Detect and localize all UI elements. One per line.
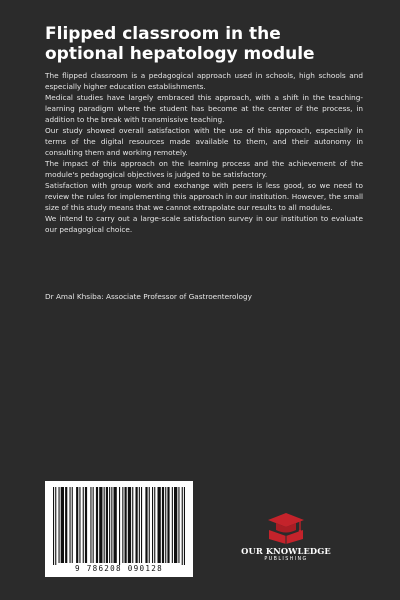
author-credit: Dr Amal Khsiba: Associate Professor of Gastroenterology <box>45 292 252 301</box>
publisher-name: OUR KNOWLEDGE <box>241 546 331 556</box>
graduation-cap-book-logo-icon <box>266 508 306 544</box>
blurb-paragraph: The flipped classroom is a pedagogical approach used in schools, high schools and especially higher education establishments. <box>45 71 363 91</box>
isbn-barcode <box>45 481 193 577</box>
publisher-logo <box>234 508 338 568</box>
isbn-number: 9 786208 090128 <box>74 564 164 573</box>
blurb-paragraph: Medical studies have largely embraced this approach, with a shift in the teaching-learning paradigm where the student has become at the center of the process, in addition to the break with transmissive teaching. <box>45 93 363 124</box>
blurb-paragraph: We intend to carry out a large-scale satisfaction survey in our institution to evaluate our pedagogical choice. <box>45 214 363 234</box>
blurb-paragraph: Our study showed overall satisfaction with the use of this approach, especially in terms of the digital resources made available to them, and their autonomy in consulting them and working remotely. <box>45 126 363 157</box>
publisher-subtitle: PUBLISHING <box>264 557 308 562</box>
blurb-paragraph: The impact of this approach on the learning process and the achievement of the module's pedagogical objectives is judged to be satisfactory. <box>45 159 363 179</box>
blurb-paragraph: Satisfaction with group work and exchange with peers is less good, so we need to review the rules for implementing this approach in our institution. However, the small size of this study means that we cannot extrapolate our results to all modules. <box>45 181 363 212</box>
blurb <box>45 70 363 235</box>
barcode-icon <box>45 481 193 565</box>
book-title: Flipped classroom in the optional hepatology module <box>45 24 315 64</box>
